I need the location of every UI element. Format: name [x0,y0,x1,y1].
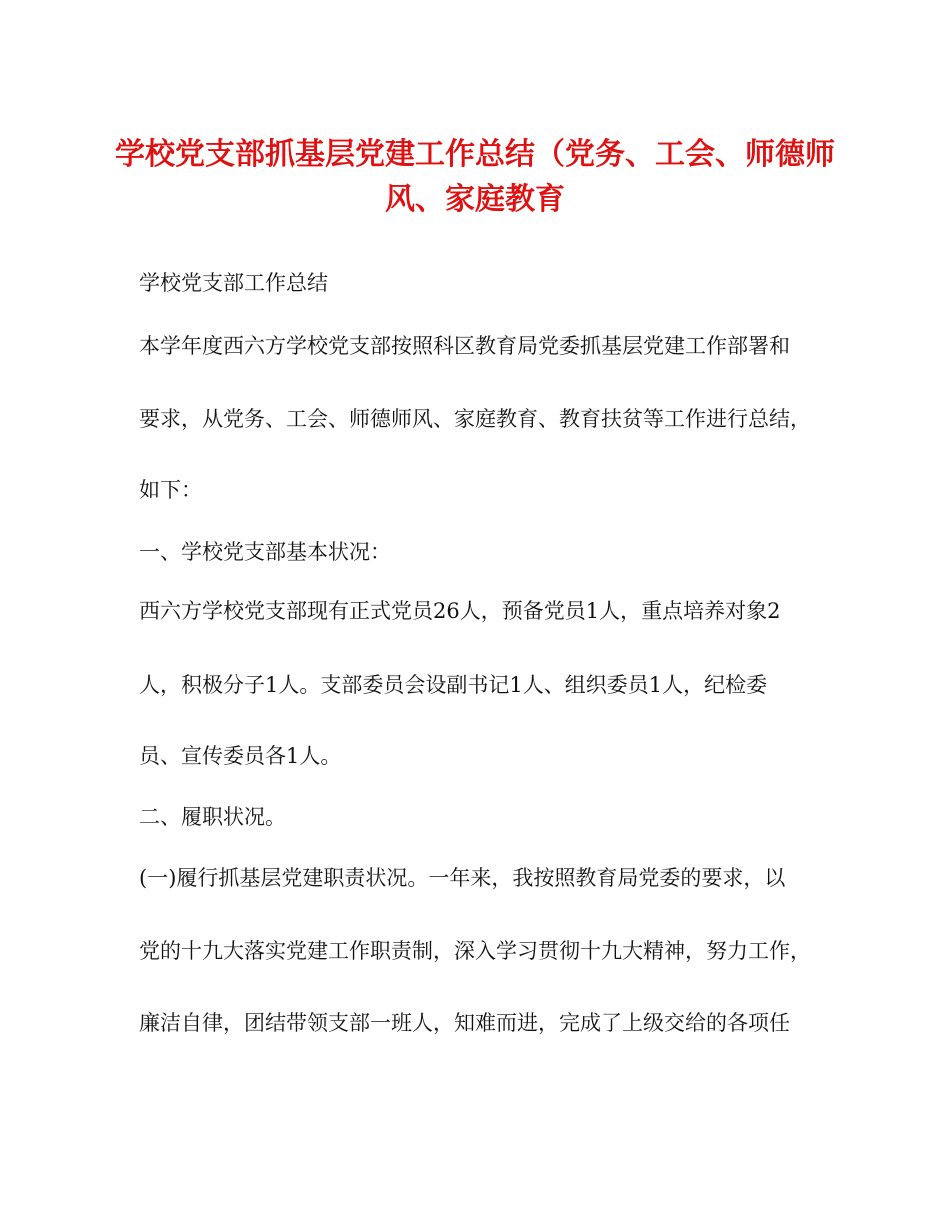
paragraph-line: (一)履行抓基层党建职责状况。一年来，我按照教育局党委的要求，以 [139,866,786,890]
paragraph-line: 西六方学校党支部现有正式党员26人，预备党员1人，重点培养对象2 [139,599,781,623]
section-heading: 学校党支部工作总结 [139,271,328,295]
section-heading: 一、学校党支部基本状况： [139,540,391,564]
section-heading: 二、履职状况。 [139,805,286,829]
paragraph-line: 人，积极分子1人。支部委员会设副书记1人、组织委员1人，纪检委 [139,673,768,697]
paragraph-line: 廉洁自律，团结带领支部一班人，知难而进，完成了上级交给的各项任 [139,1011,790,1035]
paragraph-line: 党的十九大落实党建工作职责制，深入学习贯彻十九大精神，努力工作， [139,939,811,963]
paragraph-line: 本学年度西六方学校党支部按照科区教育局党委抓基层党建工作部署和 [139,334,790,358]
paragraph-line: 员、宣传委员各1人。 [139,744,342,768]
paragraph-line: 要求，从党务、工会、师德师风、家庭教育、教育扶贫等工作进行总结， [139,407,811,431]
document-title-line-1: 学校党支部抓基层党建工作总结（党务、工会、师德师 [115,137,835,172]
document-title-line-2: 风、家庭教育 [385,182,565,217]
paragraph-line: 如下： [139,478,202,502]
